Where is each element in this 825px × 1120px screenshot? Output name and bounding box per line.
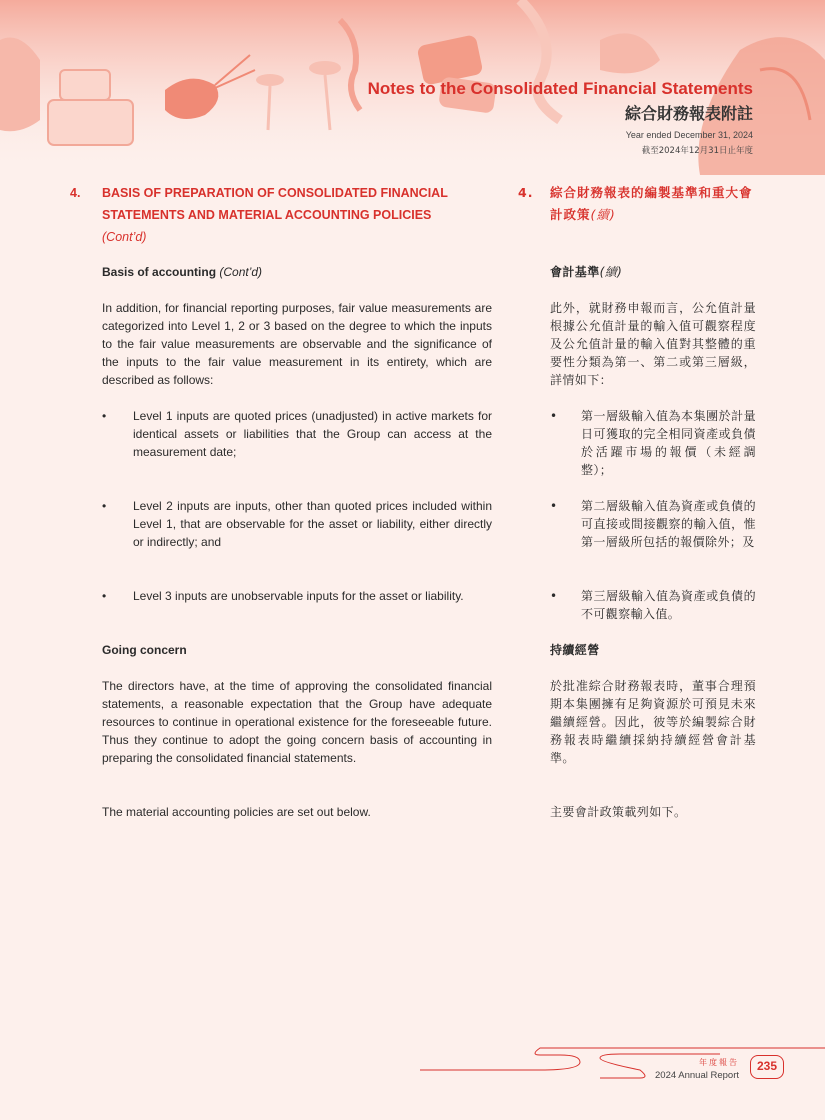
bullet-dot: • (550, 409, 558, 423)
section-heading-en (70, 182, 492, 248)
footer-report-zh: 年度報告 (699, 1058, 739, 1067)
going-concern-heading-en: Going concern (102, 643, 187, 657)
going-concern-paragraph-zh: 於批准綜合財務報表時，董事合理預期本集團擁有足夠資源於可預見未來繼續經營。因此，彼等於編製綜合財務報表時繼續採納持續經營會計基準。 (550, 679, 756, 765)
basis-heading-en-text: Basis of accounting (102, 265, 217, 279)
english-column (70, 182, 492, 821)
bullet-dot: • (102, 409, 107, 423)
header-title-zh: 綜合財務報表附註 (624, 104, 753, 123)
bullet-text-zh: 第二層級輸入值為資產或負債的可直接或間接觀察的輸入值，惟第一層級所包括的報價除外；及 (581, 499, 756, 549)
header-year-en: Year ended December 31, 2024 (625, 130, 753, 140)
closing-paragraph-zh: 主要會計政策載列如下。 (550, 805, 687, 819)
going-concern-heading-zh: 持續經營 (550, 643, 600, 657)
bullet-text-en: Level 3 inputs are unobservable inputs for the asset or liability. (133, 589, 464, 603)
basis-cont-zh: (續) (599, 265, 623, 279)
intro-paragraph-zh: 此外，就財務申報而言，公允值計量根據公允值計量的輸入值可觀察程度及公允值計量的輸入值對其整體的重要性分類為第一、第二或第三層級，詳情如下： (550, 301, 756, 387)
section-cont-en: (Cont’d) (102, 230, 147, 244)
going-concern-paragraph-en: The directors have, at the time of approving the consolidated financial statements, a reasonable expectation that the Group have adequate resources to continue in operational existence for the foreseeable future. Thus they continue to adopt the going concern basis of accounting in preparing the consolidated financial statements. (102, 679, 492, 765)
bullet-text-zh: 第三層級輸入值為資產或負債的不可觀察輸入值。 (581, 589, 756, 621)
chinese-column (518, 182, 756, 821)
page-header (368, 78, 753, 158)
header-year-zh: 截至2024年12月31日止年度 (641, 146, 753, 156)
bullet-dot: • (550, 589, 558, 603)
header-title-en: Notes to the Consolidated Financial Statements (367, 79, 753, 98)
section-heading-zh (518, 182, 756, 248)
section-title-en: BASIS OF PREPARATION OF CONSOLIDATED FINANCIAL STATEMENTS AND MATERIAL ACCOUNTING POLICIES (102, 186, 448, 222)
list-item (70, 407, 492, 461)
list-item (70, 587, 492, 623)
section-title-zh: 綜合財務報表的編製基準和重大會計政策 (550, 185, 753, 222)
basis-heading-zh-text: 會計基準 (550, 265, 600, 279)
section-cont-zh: (續) (590, 207, 616, 222)
footer-report-en: 2024 Annual Report (655, 1070, 739, 1081)
basis-heading-zh (550, 263, 756, 281)
bullet-text-en: Level 1 inputs are quoted prices (unadjusted) in active markets for identical assets or liabilities that the Group can access at the measurement date; (133, 409, 492, 459)
list-item (518, 587, 756, 623)
bullet-dot: • (550, 499, 558, 513)
intro-paragraph-en: In addition, for financial reporting purposes, fair value measurements are categorized into Level 1, 2 or 3 based on the degree to which the inputs to the fair value measurements are observable and the significance of the inputs to the fair value measurement in its entirety, which are described as follows: (102, 301, 492, 387)
section-number-zh: 4. (518, 185, 534, 200)
bullet-text-zh: 第一層級輸入值為本集團於計量日可獲取的完全相同資產或負債於活躍市場的報價（未經調整）； (581, 409, 756, 477)
bullet-dot: • (102, 589, 107, 603)
bullet-dot: • (102, 499, 107, 513)
closing-paragraph-en: The material accounting policies are set out below. (102, 805, 371, 819)
bullet-text-en: Level 2 inputs are inputs, other than quoted prices included within Level 1, that are observable for the asset or liability, either directly or indirectly; and (133, 499, 492, 549)
list-item (518, 497, 756, 569)
list-item (518, 407, 756, 479)
basis-cont-en: (Cont’d) (219, 265, 263, 279)
page-number: 235 (750, 1055, 784, 1079)
basis-heading-en (102, 263, 492, 281)
list-item (70, 497, 492, 551)
section-number-en: 4. (70, 186, 81, 200)
